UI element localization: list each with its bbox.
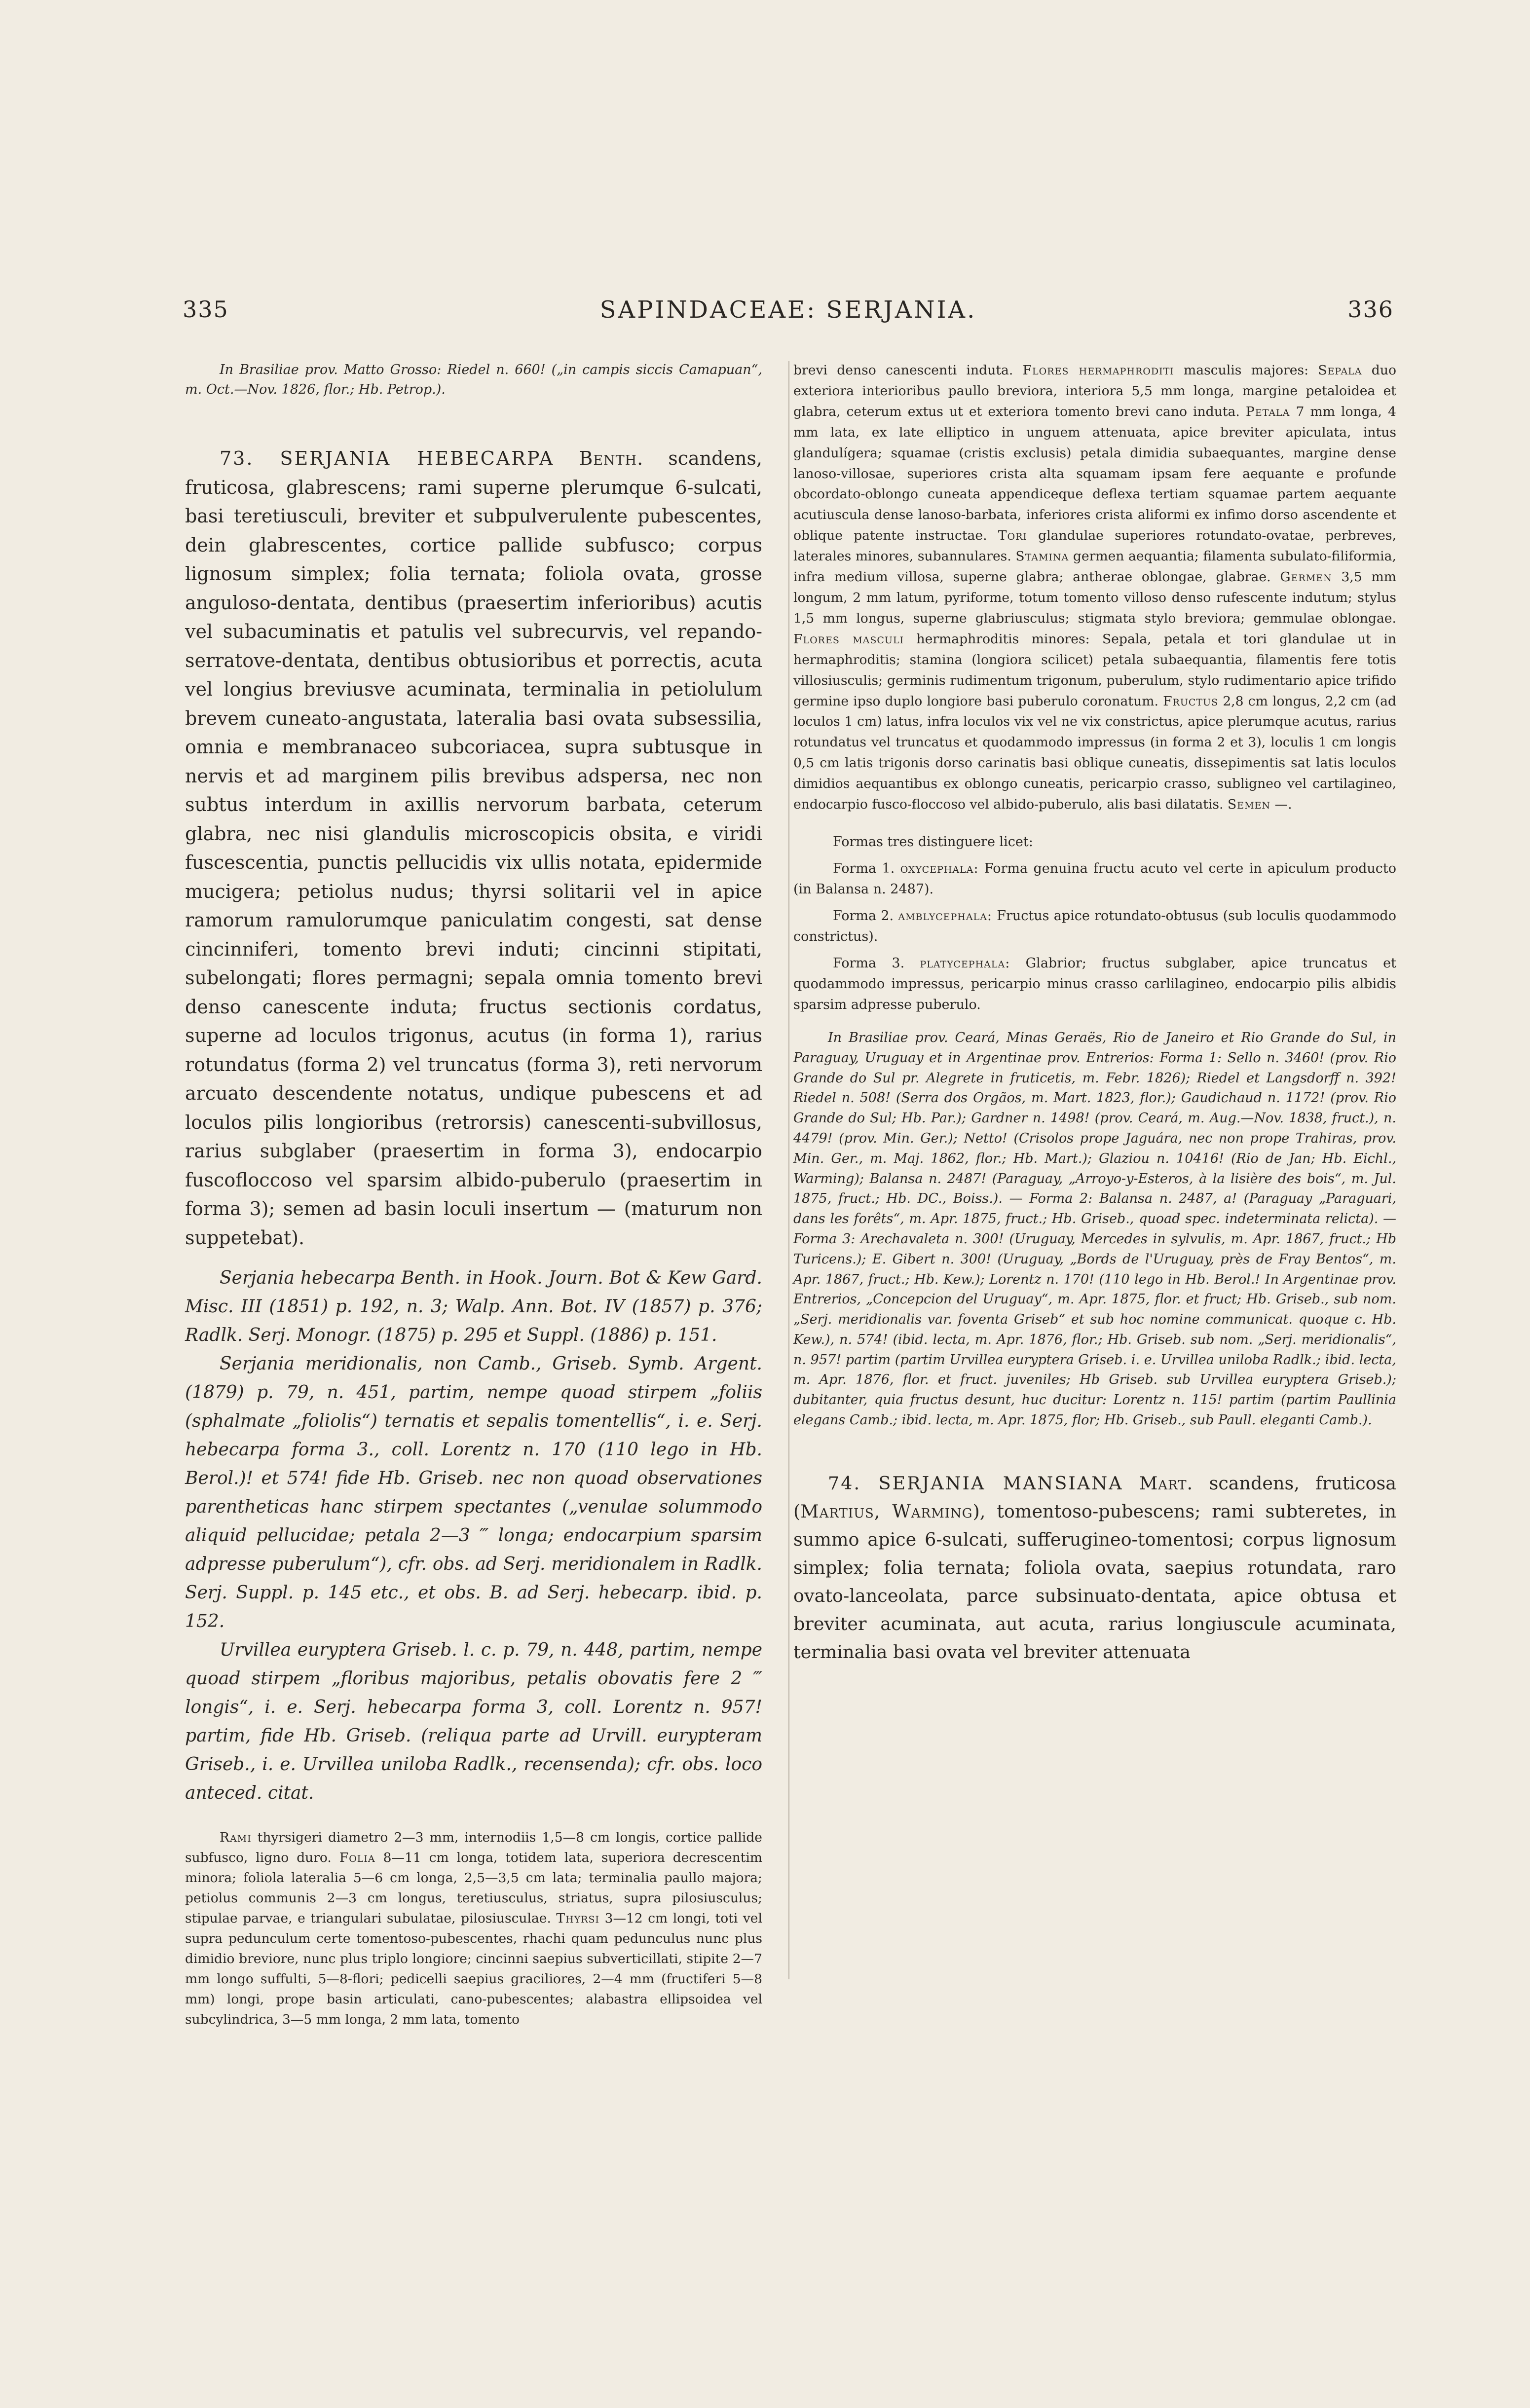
column-divider [788,361,789,1979]
rami-description [185,1827,762,2030]
running-title: SAPINDACEAE: SERJANIA. [599,296,977,324]
flores-masc-text: hermaphroditis minores: Sepala, petala et tori glandulae ut in hermaphroditis; stamina (longiora scilicet) petala subaequantia, filamentis fere totis villosiusculis; germinis rudimentum trigonum, puberulum, stylo rudimentario apice trifido germine ipso duplo longiore basi puberulo coronatum. [793,631,1396,709]
tori-text: glandulae superiores rotundato-ovatae, perbreves, laterales minores, subannulares. [793,528,1396,564]
tori-label: Tori [998,528,1027,544]
germen-text: 3,5 mm longum, 2 mm latum, pyriforme, totum tomento villoso denso rufescente indutum; stylus 1,5 mm longus, superne glabriusculus; stigmata stylo breviora; gemmulae oblongae. [793,569,1396,626]
species-73-title: 73. SERJANIA HEBECARPA [220,447,555,469]
folia-text: 8—11 cm longa, totidem lata, superiora decrescentim minora; foliola lateralia 5—6 cm longa, 2,5—3,5 cm lata; terminalia paullo majora; petiolus communis 2—3 cm longus, teretiusculus, striatus, supra pilosiusculus; stipulae parvae, e triangulari subulatae, pilosiusculae. [185,1850,762,1926]
sepala-text: duo exteriora interioribus paullo breviora, interiora 5,5 mm longa, margine petaloidea et glabra, ceterum extus ut et exteriora tomento brevi cano induta. [793,363,1396,419]
synonym-entry: Serjania hebecarpa Benth. in Hook. Journ. Bot & Kew Gard. Misc. III (1851) p. 192, n. 3; Walp. Ann. Bot. IV (1857) p. 376; Radlk. Serj. Monogr. (1875) p. 295 et Suppl. (1886) p. 151. [185,1268,762,1345]
synonym-entry: Serjania meridionalis, non Camb., Griseb. Symb. Argent. (1879) p. 79, n. 451, partim, nempe quoad stirpem „foliis (sphalmate „foliolis“) ternatis et sepalis tomentellis“, i. e. Serj. hebecarpa forma 3., coll. Lorentz n. 170 (110 lego in Hb. Berol.)! et 574! fide Hb. Griseb. nec non quoad observationes parentheticas hanc stirpem spectantes („venulae solummodo aliquid pellucidae; petala 2—3 ‴ longa; endocarpium sparsim adpresse puberulum“), cfr. obs. ad Serj. meridionalem in Radlk. Serj. Suppl. p. 145 etc., et obs. B. ad Serj. hebecarp. ibid. p. 152. [185,1354,762,1631]
stamina-label: Stamina [1015,549,1069,564]
flores-herm-text: masculis majores: [1184,363,1309,378]
forma-item [793,906,1396,947]
rami-label: Rami [220,1830,252,1845]
species-74-text-a: scandens, fruticosa ( [793,1472,1396,1522]
desc-continuation: brevi denso canescenti induta. [793,363,1013,378]
forma-number: Forma 1. [833,860,895,876]
floral-description [793,360,1396,815]
page-number-right: 336 [1347,296,1394,323]
species-74-title: 74. SERJANIA MANSIANA [828,1472,1123,1494]
species-74-text-b: ), tomentoso-pubescens; rami subteretes, in summo apice 6-sulcati, sufferugineo-tomentosi; corpus lignosum simplex; folia ternata; foliola ovata, saepius rotundata, raro ovato-lanceolata, parce subsinuato-dentata, apice obtusa et breviter acuminata, aut acuta, rarius longiuscule acuminata, terminalia basi ovata vel breviter attenuata [793,1500,1396,1663]
fructus-text: 2,8 cm longus, 2,2 cm (ad loculos 1 cm) latus, infra loculos vix vel ne vix constrictus, apice plerumque acutus, rarius rotundatus vel truncatus et quodammodo impressus (in forma 2 et 3), loculis 1 cm longis 0,5 cm latis trigonis dorso carinatis basi oblique cuneatis, dissepimentis sat latis loculos dimidios aequantibus ex oblongo cuneatis, pericarpio crasso, subligneo vel cartilagineo, endocarpio fusco-floccoso vel albido-puberulo, alis basi dilatatis. [793,693,1396,813]
range-localities: In Brasiliae prov. Ceará, Minas Geraës, Rio de Janeiro et Rio Grande do Sul, in Paraguay, Uruguay et in Argentinae prov. Entrerios: Forma 1: Sello n. 3460! (prov. Rio Grande do Sul pr. Alegrete in fruticetis, m. Febr. 1826); Riedel et Langsdorff n. 392! Riedel n. 508! (Serra dos Orgãos, m. Mart. 1823, flor.); Gaudichaud n. 1172! (prov. Rio Grande do Sul; Hb. Par.); Gardner n. 1498! (prov. Ceará, m. Aug.—Nov. 1838, fruct.), n. 4479! (prov. Min. Ger.); Netto! (Crisolos prope Jaguára, nec non prope Trahiras, prov. Min. Ger., m. Maj. 1862, flor.; Hb. Mart.); Glaziou n. 10416! (Rio de Jan; Hb. Eichl., Warming); Balansa n. 2487! (Paraguay, „Arroyo-y-Esteros, à la lisière des bois“, m. Jul. 1875, fruct.; Hb. DC., Boiss.). — Forma 2: Balansa n. 2487, a! (Paraguay „Paraguari, dans les forêts“, m. Apr. 1875, fruct.; Hb. Griseb., quoad spec. indeterminata relicta). — Forma 3: Arechavaleta n. 300! (Uruguay, Mercedes in sylvulis, m. Apr. 1867, fruct.; Hb Turicens.); E. Gibert n. 300! (Uruguay, „Bords de l'Uruguay, près de Fray Bentos“, m. Apr. 1867, fruct.; Hb. Kew.); Lorentz n. 170! (110 lego in Hb. Berol.! In Argentinae prov. Entrerios, „Concepcion del Uruguay“, m. Apr. 1875, flor. et fruct; Hb. Griseb., sub nom. „Serj. meridionalis var. foventa Griseb“ et sub hoc nomine communicat. quoque c. Hb. Kew.), n. 574! (ibid. lecta, m. Apr. 1876, flor.; Hb. Griseb. sub nom. „Serj. meridionalis“, n. 957! partim (partim Urvillea euryptera Griseb. i. e. Urvillea uniloba Radlk.; ibid. lecta, m. Apr. 1876, flor. et fruct. juveniles; Hb Griseb. sub Urvillea euryptera Griseb.); dubitanter, quia fructus desunt, huc ducitur: Lorentz n. 115! partim (partim Paullinia elegans Camb.; ibid. lecta, m. Apr. 1875, flor; Hb. Griseb., sub Paull. eleganti Camb.). [793,1030,1396,1428]
fructus-label: Fructus [1163,693,1219,709]
forma-name: amblycephala: [898,908,993,924]
species-73-text: scandens, fruticosa, glabrescens; rami superne plerumque 6-sulcati, basi teretiusculi, breviter et subpulverulente pubescentes, dein glabrescentes, cortice pallide subfusco; corpus lignosum simplex; folia ternata; foliola ovata, grosse anguloso-dentata, dentibus (praesertim inferioribus) acutis vel subacuminatis et patulis vel subrecurvis, vel repando-serratove-dentata, dentibus obtusioribus et porrectis, acuta vel longius breviusve acuminata, terminalia in petiolulum brevem cuneato-angustata, lateralia basi ovata subsessilia, omnia e membranaceo subcoriacea, supra subtusque in nervis et ad marginem pilis brevibus adspersa, nec non subtus interdum in axillis nervorum barbata, ceterum glabra, nec nisi glandulis microscopicis obsita, e viridi fuscescentia, punctis pellucidis vix ullis notata, epidermide mucigera; petiolus nudus; thyrsi solitarii vel in apice ramorum ramulorumque paniculatim congesti, sat dense cincinniferi, tomento brevi induti; cincinni stipitati, subelongati; flores permagni; sepala omnia tomento brevi denso canescente induta; fructus sectionis cordatus, superne ad loculos trigonus, acutus (in forma 1), rarius rotundatus (forma 2) vel truncatus (forma 3), reti nervorum arcuato descendente notatus, undique pubescens et ad loculos pilis longioribus (retrorsis) canescenti-subvillosus, rarius subglaber (praesertim in forma 3), endocarpio fuscofloccoso vel sparsim albido-puberulo (praesertim in forma 3); semen ad basin loculi insertum — (maturum non suppetebat). [185,447,762,1249]
synonymy [185,1264,762,1808]
formae-intro: Formas tres distinguere licet: [833,834,1033,850]
forma-item [793,953,1396,1015]
right-column [793,360,1396,1666]
species-74-author: Mart. [1139,1472,1194,1494]
left-column [185,360,762,2030]
semen-label: Semen [1227,797,1271,813]
species-74-authors: Martius, Warming [800,1500,973,1522]
germen-label: Germen [1280,569,1332,585]
species-74-description [793,1469,1396,1666]
previous-locality: In Brasiliae prov. Matto Grosso: Riedel n. 660! („in campis siccis Camapuan“, m. Oct.—Nov. 1826, flor.; Hb. Petrop.). [185,362,762,397]
thyrsi-text: 3—12 cm longi, toti vel supra pedunculum certe tomentoso-pubescentes, rhachi quam pedunculus nunc plus dimidio breviore, nunc plus triplo longiore; cincinni saepius subverticillati, stipite 2—7 mm longo suffulti, 5—8-flori; pedicelli saepius graciliores, 2—4 mm (fructiferi 5—8 mm) longi, prope basin articulati, cano-pubescentes; alabastra ellipsoidea vel subcylindrica, 3—5 mm longa, 2 mm lata, tomento [185,1911,762,2027]
forma-text: Forma genuina fructu acuto vel certe in apiculum producto (in Balansa n. 2487). [793,860,1397,897]
flores-herm-label: Flores hermaphroditi [1022,363,1174,378]
page-header [183,296,1394,335]
forma-text: Fructus apice rotundato-obtusus (sub loculis quodammodo constrictus). [793,908,1396,944]
flores-masc-label: Flores masculi [793,631,904,647]
sepala-label: Sepala [1318,363,1362,378]
species-73-description [185,444,762,1252]
forma-name: oxycephala: [900,860,979,876]
forma-number: Forma 2. [833,908,894,924]
page-number-left: 335 [183,296,229,323]
rami-text: thyrsigeri diametro 2—3 mm, internodiis 1,5—8 cm longis, cortice pallide subfusco, ligno duro. [185,1830,762,1865]
petala-text: 7 mm longa, 4 mm lata, ex late elliptico in unguem attenuata, apice breviter apiculata, intus glandulígera; squamae (cristis exclusis) petala dimidia subaequantes, margine dense lanoso-villosae, superiores crista alta squamam ipsam fere aequante e profunde obcordato-oblongo cuneata appendiceque deflexa tertiam squamae partem aequante acutiuscula dense lanoso-barbata, inferiores crista aliformi ex infimo dorso ascendente et oblique patente instructae. [793,404,1396,544]
forma-name: platycephala: [920,955,1010,971]
forma-number: Forma 3. [833,955,905,971]
forma-item [793,858,1396,900]
synonym-entry: Urvillea euryptera Griseb. l. c. p. 79, n. 448, partim, nempe quoad stirpem „floribus majoribus, petalis obovatis fere 2 ‴ longis“, i. e. Serj. hebecarpa forma 3, coll. Lorentz n. 957! partim, fide Hb. Griseb. (reliqua parte ad Urvill. eurypteram Griseb., i. e. Urvillea uniloba Radlk., recensenda); cfr. obs. loco anteced. citat. [185,1640,762,1803]
semen-text: —. [1274,797,1292,813]
stamina-text: germen aequantia; filamenta subulato-filiformia, infra medium villosa, superne glabra; antherae oblongae, glabrae. [793,549,1396,585]
forma-text: Glabrior; fructus subglaber, apice truncatus et quodammodo impressus, pericarpio minus crasso carlilagineo, endocarpio pilis albidis sparsim adpresse puberulo. [793,955,1396,1012]
folia-label: Folia [339,1850,375,1865]
species-73-author: Benth. [579,447,644,469]
thyrsi-label: Thyrsi [556,1911,600,1926]
petala-label: Petala [1245,404,1290,419]
